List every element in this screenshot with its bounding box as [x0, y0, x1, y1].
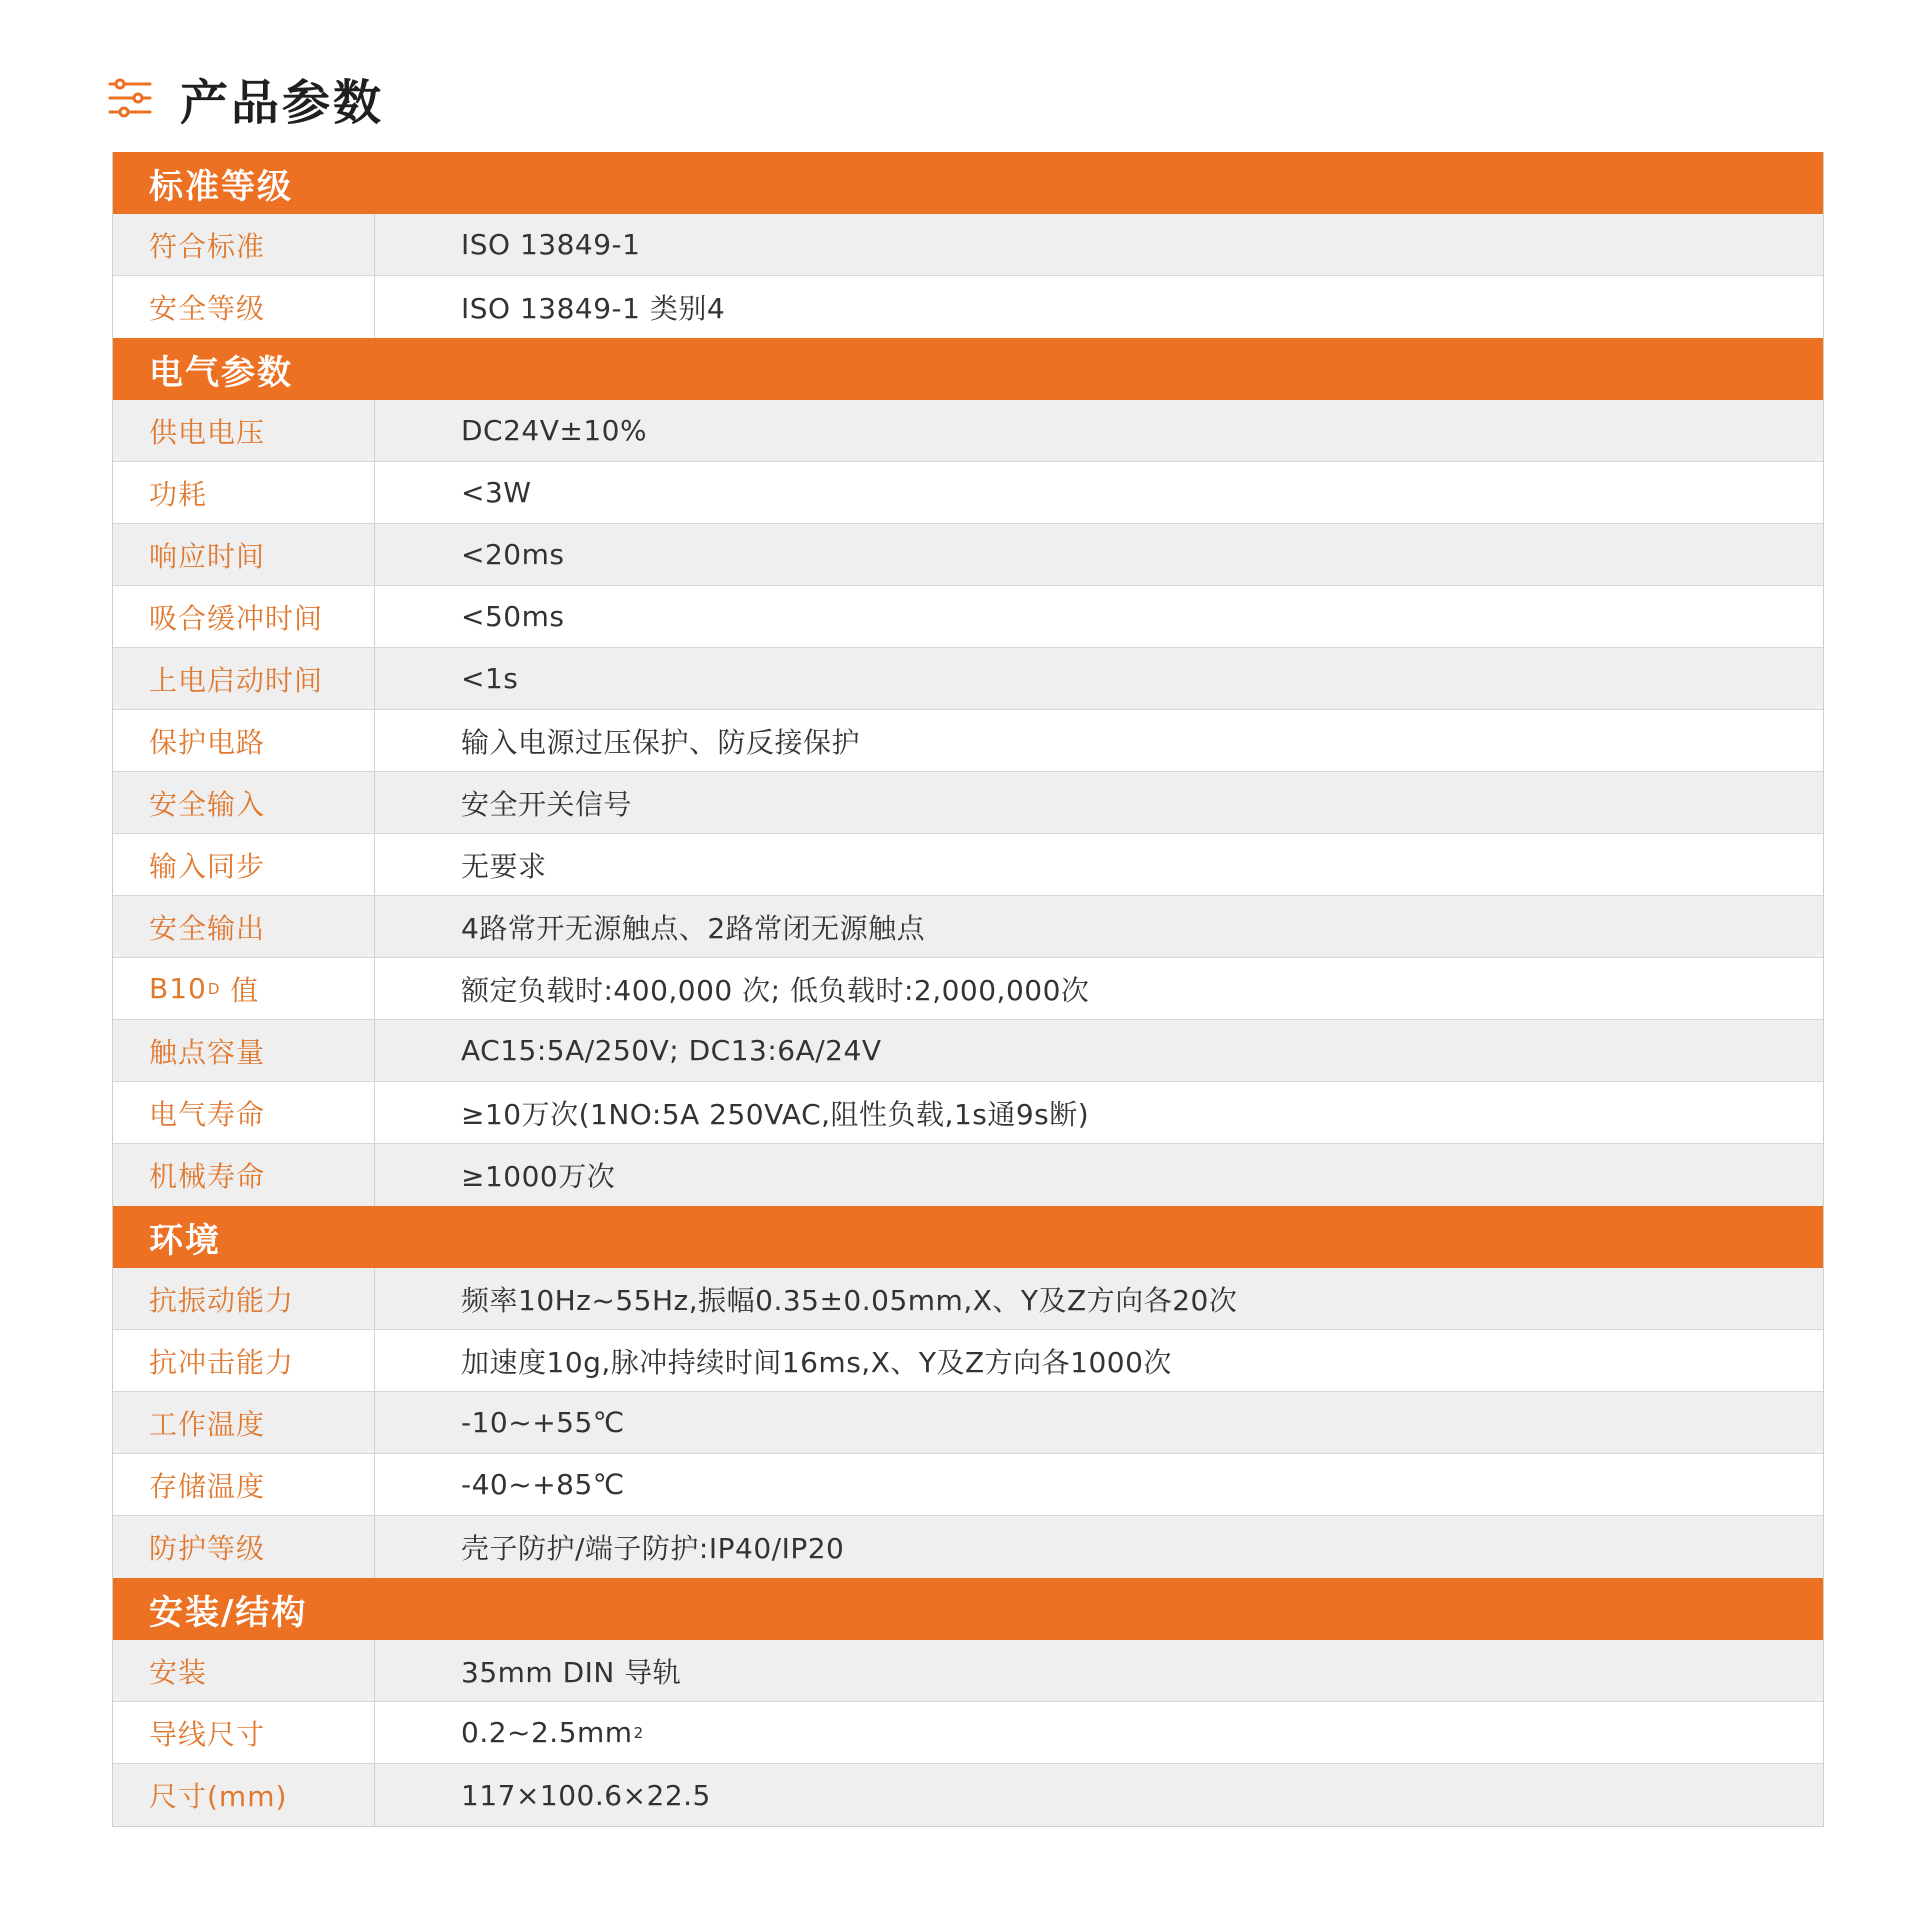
spec-label-text: 机械寿命 — [149, 1160, 266, 1193]
section-header: 标准等级 — [113, 152, 1823, 214]
spec-row — [113, 276, 1823, 338]
spec-label — [113, 1392, 375, 1453]
spec-value-text: 117×100.6×22.5 — [461, 1778, 711, 1812]
spec-label-text: 工作温度 — [149, 1407, 266, 1441]
spec-value — [375, 524, 1823, 585]
spec-label — [113, 710, 375, 771]
spec-value-text: 额定负载时:400,000 次; 低负载时:2,000,000次 — [461, 973, 1090, 1007]
spec-row — [113, 1082, 1823, 1144]
spec-label-text: 符合标准 — [149, 229, 266, 263]
section-header: 电气参数 — [113, 338, 1823, 400]
spec-label — [113, 1144, 375, 1206]
spec-label — [113, 648, 375, 709]
spec-label — [113, 1702, 375, 1763]
spec-row — [113, 1702, 1823, 1764]
section-header: 安装/结构 — [113, 1578, 1823, 1640]
spec-label-text: 电气寿命 — [149, 1097, 266, 1131]
spec-label — [113, 1268, 375, 1329]
spec-row — [113, 1392, 1823, 1454]
spec-value — [375, 400, 1823, 461]
spec-value — [375, 1764, 1823, 1826]
spec-label-text: 输入同步 — [149, 849, 266, 883]
spec-label-text: 安全输入 — [149, 787, 266, 821]
spec-value-text: DC24V±10% — [461, 414, 648, 447]
spec-value-text: AC15:5A/250V; DC13:6A/24V — [461, 1034, 882, 1067]
spec-row — [113, 772, 1823, 834]
spec-value — [375, 462, 1823, 523]
spec-row — [113, 834, 1823, 896]
settings-sliders-icon — [108, 78, 152, 118]
spec-value — [375, 1082, 1823, 1143]
spec-label-text: 吸合缓冲时间 — [149, 601, 324, 635]
spec-value-text: 无要求 — [461, 849, 547, 883]
spec-value — [375, 772, 1823, 833]
spec-label-text: 安全输出 — [149, 911, 266, 945]
spec-value — [375, 1330, 1823, 1391]
spec-label-suffix: 值 — [220, 973, 260, 1007]
spec-value-text: 频率10Hz~55Hz,振幅0.35±0.05mm,X、Y及Z方向各20次 — [461, 1283, 1238, 1317]
spec-label — [113, 276, 375, 338]
spec-label — [113, 524, 375, 585]
spec-label — [113, 586, 375, 647]
spec-value — [375, 1020, 1823, 1081]
spec-label — [113, 958, 375, 1019]
spec-value-text: ≥1000万次 — [461, 1160, 616, 1193]
spec-label-text: 响应时间 — [149, 539, 266, 573]
spec-row — [113, 462, 1823, 524]
spec-row — [113, 896, 1823, 958]
spec-label — [113, 1082, 375, 1143]
spec-label-text: 抗振动能力 — [149, 1283, 295, 1317]
spec-row — [113, 1764, 1823, 1826]
spec-value-text: <20ms — [461, 538, 565, 571]
spec-label-text: B10 — [149, 972, 207, 1005]
spec-label — [113, 772, 375, 833]
spec-value-text: <3W — [461, 476, 532, 509]
spec-row — [113, 1516, 1823, 1578]
spec-row — [113, 710, 1823, 772]
spec-row — [113, 648, 1823, 710]
spec-value — [375, 214, 1823, 275]
spec-label — [113, 1516, 375, 1578]
spec-value-text: 35mm DIN 导轨 — [461, 1655, 682, 1689]
spec-value-text: <50ms — [461, 600, 565, 633]
spec-value — [375, 710, 1823, 771]
spec-value-text: -40~+85℃ — [461, 1468, 625, 1501]
spec-label-text: 触点容量 — [149, 1035, 266, 1069]
spec-value — [375, 958, 1823, 1019]
spec-row — [113, 400, 1823, 462]
spec-value-text: 加速度10g,脉冲持续时间16ms,X、Y及Z方向各1000次 — [461, 1345, 1172, 1379]
spec-label-text: 防护等级 — [149, 1532, 266, 1565]
spec-label — [113, 1764, 375, 1826]
spec-label-text: 上电启动时间 — [149, 663, 324, 697]
spec-label-subscript: D — [207, 979, 221, 998]
page-title: 产品参数 — [180, 74, 385, 131]
section-header: 环境 — [113, 1206, 1823, 1268]
spec-value-text: ISO 13849-1 类别4 — [461, 292, 726, 325]
spec-label-text: 安全等级 — [149, 292, 266, 325]
spec-value — [375, 1640, 1823, 1701]
spec-label-text: 存储温度 — [149, 1469, 266, 1503]
spec-label-text: 抗冲击能力 — [149, 1345, 295, 1379]
spec-label — [113, 896, 375, 957]
spec-row — [113, 1330, 1823, 1392]
spec-row — [113, 1454, 1823, 1516]
spec-value — [375, 1268, 1823, 1329]
spec-value-text: 壳子防护/端子防护:IP40/IP20 — [461, 1532, 845, 1565]
spec-value-text: ≥10万次(1NO:5A 250VAC,阻性负载,1s通9s断) — [461, 1097, 1090, 1131]
spec-value-text: 输入电源过压保护、防反接保护 — [461, 725, 861, 759]
spec-value-text: 0.2~2.5mm — [461, 1716, 633, 1749]
spec-value — [375, 1144, 1823, 1206]
spec-row — [113, 1268, 1823, 1330]
spec-value — [375, 1454, 1823, 1515]
spec-value-text: ISO 13849-1 — [461, 228, 641, 261]
spec-label — [113, 214, 375, 275]
spec-value-superscript: 2 — [633, 1723, 644, 1742]
spec-value — [375, 1392, 1823, 1453]
spec-label-text: 保护电路 — [149, 725, 266, 759]
spec-value — [375, 896, 1823, 957]
spec-label-text: 供电电压 — [149, 415, 266, 449]
spec-value-text: -10~+55℃ — [461, 1406, 625, 1439]
spec-value — [375, 1516, 1823, 1578]
spec-value — [375, 586, 1823, 647]
spec-row — [113, 214, 1823, 276]
spec-row — [113, 1640, 1823, 1702]
spec-label-text: 功耗 — [149, 477, 208, 511]
spec-value-text: <1s — [461, 662, 519, 695]
spec-label — [113, 1454, 375, 1515]
spec-row — [113, 1020, 1823, 1082]
spec-value-text: 4路常开无源触点、2路常闭无源触点 — [461, 911, 926, 945]
spec-label — [113, 1020, 375, 1081]
page-header — [108, 66, 384, 130]
spec-row — [113, 586, 1823, 648]
spec-label — [113, 1640, 375, 1701]
spec-label — [113, 462, 375, 523]
spec-table — [112, 152, 1824, 1827]
spec-label — [113, 400, 375, 461]
spec-value — [375, 834, 1823, 895]
spec-label-text: 安装 — [149, 1655, 208, 1689]
spec-row — [113, 958, 1823, 1020]
spec-row — [113, 1144, 1823, 1206]
spec-value-text: 安全开关信号 — [461, 787, 633, 821]
spec-value — [375, 276, 1823, 338]
spec-value — [375, 648, 1823, 709]
spec-label — [113, 1330, 375, 1391]
spec-label-text: 尺寸(mm) — [149, 1780, 288, 1813]
spec-row — [113, 524, 1823, 586]
spec-value — [375, 1702, 1823, 1763]
spec-label-text: 导线尺寸 — [149, 1717, 266, 1751]
spec-label — [113, 834, 375, 895]
